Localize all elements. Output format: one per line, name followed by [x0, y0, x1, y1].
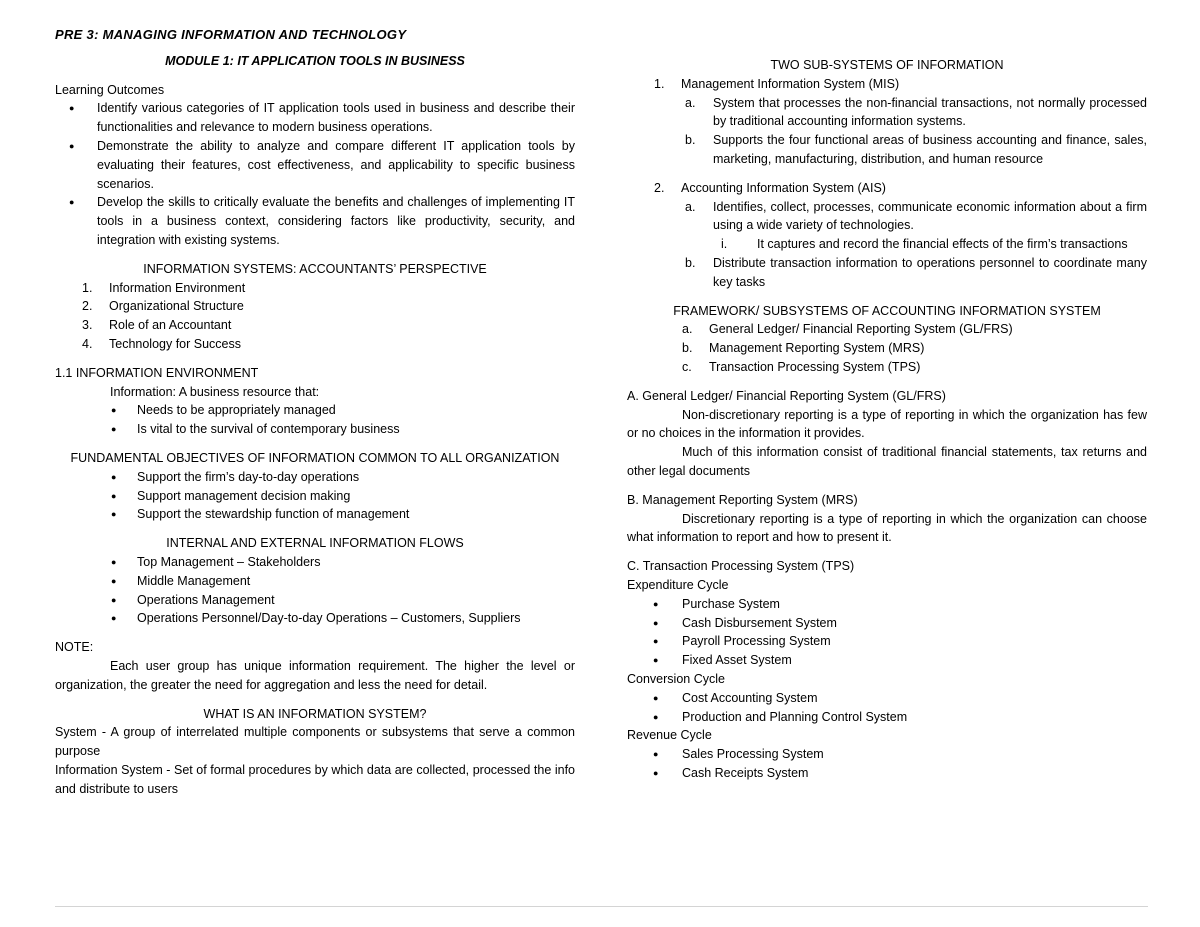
expenditure-cycle-label: Expenditure Cycle	[627, 577, 729, 592]
section-a-heading: A. General Ledger/ Financial Reporting System (GL/FRS)	[627, 388, 946, 403]
list-item: b. Distribute transaction information to operations personnel to coordinate many key tasks	[685, 255, 1147, 289]
accountants-perspective-heading: INFORMATION SYSTEMS: ACCOUNTANTS’ PERSPECTIVE	[143, 261, 487, 276]
mis-item	[627, 75, 1147, 94]
note-label: NOTE:	[55, 640, 94, 655]
ais-subsublist	[627, 235, 1147, 254]
list-item: ● Purchase System	[627, 595, 1147, 614]
list-item: ● Support the stewardship function of management	[55, 505, 575, 524]
revenue-cycle-label: Revenue Cycle	[627, 728, 712, 743]
info-flows-heading: INTERNAL AND EXTERNAL INFORMATION FLOWS	[166, 536, 464, 551]
list-item: i. It captures and record the financial effects of the firm’s transactions	[721, 237, 1128, 252]
list-item: 2. Accounting Information System (AIS)	[654, 180, 886, 195]
section-a-paragraph-2: Much of this information consist of traditional financial statements, tax returns and other legal documents	[627, 445, 1147, 478]
list-item: 1. Management Information System (MIS)	[654, 76, 900, 91]
two-subsystems-heading: TWO SUB-SYSTEMS OF INFORMATION	[770, 58, 1004, 72]
section-b-paragraph: Discretionary reporting is a type of reporting in which the organization can choose what information to report and how to present it.	[627, 511, 1147, 545]
list-item: ● Cost Accounting System	[627, 689, 1147, 708]
list-item: 2. Organizational Structure	[82, 299, 244, 314]
list-item: ● Needs to be appropriately managed	[55, 401, 575, 420]
ais-sublist-b	[627, 254, 1147, 292]
list-item: ● Top Management – Stakeholders	[55, 553, 575, 572]
info-environment-heading: 1.1 INFORMATION ENVIRONMENT	[55, 365, 259, 380]
learning-outcomes-list	[55, 99, 575, 249]
list-item: ● Middle Management	[55, 572, 575, 591]
list-item: ● Operations Personnel/Day-to-day Operations – Customers, Suppliers	[55, 609, 575, 628]
list-item: ● Develop the skills to critically evaluate the benefits and challenges of implementing IT tools in a business context, considering factors like productivity, security, and integration with existing systems.	[55, 193, 575, 249]
list-item: c. Transaction Processing System (TPS)	[682, 359, 921, 374]
list-item: ● Support the firm’s day-to-day operations	[55, 468, 575, 487]
list-item: ● Production and Planning Control System	[627, 708, 1147, 727]
list-item: a. System that processes the non-financial transactions, not normally processed by traditional accounting information systems.	[685, 95, 1147, 129]
what-is-is-heading: WHAT IS AN INFORMATION SYSTEM?	[203, 706, 427, 721]
list-item: b. Management Reporting System (MRS)	[682, 341, 925, 356]
info-flows-list	[55, 553, 575, 628]
list-item: ● Cash Disbursement System	[627, 614, 1147, 633]
list-item: ● Demonstrate the ability to analyze and compare different IT application tools by evaluating their features, cost effectiveness, and applicability to specific business scenarios.	[55, 137, 575, 193]
conversion-cycle-list	[627, 689, 1147, 727]
section-b-heading: B. Management Reporting System (MRS)	[627, 492, 858, 507]
note-text: Each user group has unique information requirement. The higher the level or organization, the greater the need for aggregation and less the need for detail.	[55, 658, 575, 692]
conversion-cycle-label: Conversion Cycle	[627, 671, 725, 686]
list-item: ● Identify various categories of IT application tools used in business and describe their functionalities and relevance to modern business operations.	[55, 99, 575, 137]
list-item: 1. Information Environment	[82, 280, 246, 295]
list-item: b. Supports the four functional areas of business accounting and finance, sales, marketing, manufacturing, distribution, and human resource	[685, 133, 1147, 166]
accountants-perspective-list	[55, 279, 575, 354]
list-item: ● Is vital to the survival of contemporary business	[55, 420, 575, 439]
left-column	[55, 26, 575, 798]
revenue-cycle-list	[627, 745, 1147, 783]
list-item: a. General Ledger/ Financial Reporting System (GL/FRS)	[682, 322, 1013, 337]
ais-sublist	[627, 198, 1147, 236]
list-item: ● Sales Processing System	[627, 745, 1147, 764]
right-column	[627, 26, 1147, 783]
section-a-paragraph-1: Non-discretionary reporting is a type of reporting in which the organization has few or no choices in the information it provides.	[627, 407, 1147, 441]
page-divider	[55, 906, 1148, 907]
list-item: ● Support management decision making	[55, 487, 575, 506]
system-definition: System - A group of interrelated multiple components or subsystems that serve a common purpose	[55, 725, 575, 759]
framework-heading: FRAMEWORK/ SUBSYSTEMS OF ACCOUNTING INFORMATION SYSTEM	[673, 303, 1101, 318]
expenditure-cycle-list	[627, 595, 1147, 670]
list-item: 4. Technology for Success	[82, 336, 242, 351]
ais-item	[627, 179, 1147, 198]
fundamental-objectives-heading: FUNDAMENTAL OBJECTIVES OF INFORMATION COMMON TO ALL ORGANIZATION	[70, 450, 560, 465]
list-item: ● Fixed Asset System	[627, 651, 1147, 670]
mis-sublist	[627, 94, 1147, 169]
list-item: ● Payroll Processing System	[627, 632, 1147, 651]
fundamental-objectives-list	[55, 468, 575, 524]
learning-outcomes-heading: Learning Outcomes	[55, 82, 165, 97]
information-system-definition: Information System - Set of formal procedures by which data are collected, processed the info and distribute to users	[55, 762, 575, 796]
list-item: a. Identifies, collect, processes, communicate economic information about a firm using a wide variety of technologies.	[685, 199, 1147, 233]
list-item: ● Cash Receipts System	[627, 764, 1147, 783]
framework-list	[627, 320, 1147, 376]
list-item: 3. Role of an Accountant	[82, 318, 232, 333]
course-title: PRE 3: MANAGING INFORMATION AND TECHNOLOGY	[55, 27, 407, 42]
info-environment-intro: Information: A business resource that:	[110, 384, 320, 399]
info-environment-list	[55, 401, 575, 439]
module-title: MODULE 1: IT APPLICATION TOOLS IN BUSINESS	[165, 53, 465, 68]
section-c-heading: C. Transaction Processing System (TPS)	[627, 559, 855, 574]
list-item: ● Operations Management	[55, 591, 575, 610]
